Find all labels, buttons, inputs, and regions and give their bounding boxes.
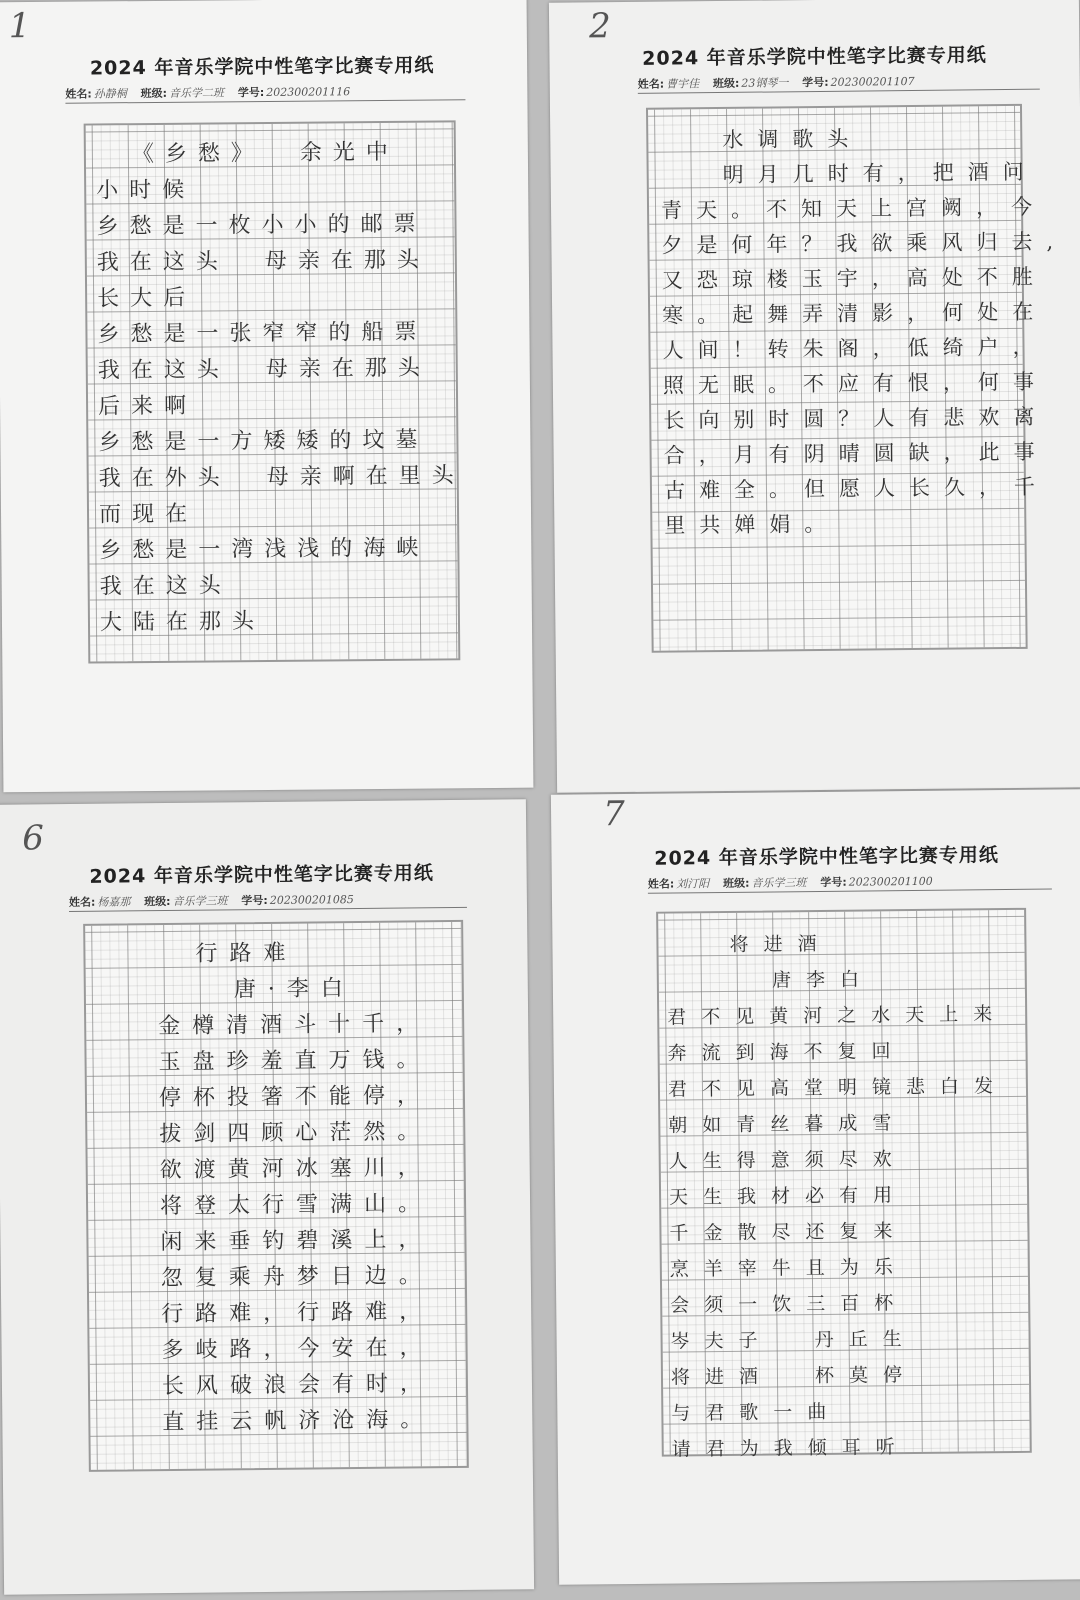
text-line: 行路难 [157,940,298,968]
handwritten-text [660,120,1068,544]
competition-sheet-1 [0,0,533,792]
id-value: 202300201116 [266,85,351,99]
text-line: 我在外头 母亲啊在里头 [98,463,465,492]
text-line: 乡愁是一方矮矮的坟墓 [98,427,429,456]
id-value: 202300201085 [269,893,354,907]
writing-grid [656,908,1032,1461]
text-line: 奔流到海不复回 [667,1040,906,1065]
id-value: 202300201100 [848,874,933,889]
text-line: 我在这头 母亲在那头 [96,247,430,276]
text-line: 君不见黄河之水天上来 [667,1003,1008,1029]
text-line: 大陆在那头 [99,609,266,636]
page-number: 2 [588,6,611,47]
sheet-title: 2024 年音乐学院中性笔字比赛专用纸 [642,44,987,70]
text-line: 人生得意须尽欢 [668,1148,907,1173]
name-label: 姓名: [65,87,92,101]
text-line: 将进酒 杯莫停 [670,1363,918,1389]
competition-sheet-6 [0,799,534,1595]
competition-sheet-7 [551,789,1080,1585]
id-label: 学号: [802,75,829,90]
student-info-line [648,872,1052,894]
text-line: 停杯投箸不能停， [158,1083,432,1112]
class-label: 班级: [712,76,740,91]
id-label: 学号: [241,893,268,908]
name-value: 曹宇佳 [666,77,700,91]
text-line: 烹羊宰牛且为乐 [669,1256,908,1281]
text-line: 乡愁是一张窄窄的船票 [97,319,428,348]
text-line: 青天。不知天上宫阙，今 [660,194,1047,223]
student-info-line [69,890,467,912]
text-line: 明月几时有，把酒问 [660,159,1038,188]
id-label: 学号: [820,875,847,889]
page-number: 6 [22,818,45,859]
text-line: 将登太行雪满山。 [159,1191,433,1220]
text-line: 千金散尽还复来 [669,1220,908,1245]
name-value: 杨嘉那 [97,895,131,909]
text-line: 《乡愁》 余光中 [95,139,399,168]
text-line: 金樽清酒斗十千， [158,1011,431,1040]
text-line: 唐·李白 [157,976,355,1004]
writing-grid [646,104,1068,653]
writing-grid [83,920,469,1472]
sheet-title: 2024 年音乐学院中性笔字比赛专用纸 [89,54,435,80]
text-line: 乡愁是一湾浅浅的海峡 [99,535,430,564]
text-line: 照无眠。不应有恨，何事 [662,369,1048,398]
class-value: 音乐学三班 [172,894,228,908]
writing-grid [84,120,465,663]
class-value: 音乐学二班 [168,86,225,100]
text-line: 请君为我倾耳听 [671,1436,910,1461]
text-line: 会须一饮三百杯 [670,1292,909,1317]
text-line: 我在这头 [99,573,232,600]
text-line: 将进酒 [666,932,832,957]
text-line: 寒。起舞弄清影，何处在 [662,299,1048,328]
class-value: 23钢琴一 [741,76,789,90]
text-line: 玉盘珍羞直万钱。 [158,1047,431,1076]
text-line: 又恐琼楼玉宇，高处不胜 [661,264,1047,293]
text-line: 后来啊 [97,393,198,420]
text-line: 拔剑四顾心茫然。 [159,1119,432,1148]
student-info-line [638,72,1040,94]
text-line: 乡愁是一枚小小的邮票 [96,211,427,240]
text-line: 闲来垂钓碧溪上， [160,1227,433,1256]
name-label: 姓名: [637,77,665,91]
text-line: 唐李白 [666,968,875,993]
text-line: 小时候 [96,177,196,204]
text-line: 而现在 [98,501,199,528]
name-value: 孙静桐 [93,87,127,101]
text-line: 古难全。但愿人长久，千 [663,474,1050,503]
name-label: 姓名: [68,895,96,910]
text-line: 夕是何年？我欲乘风归去, [661,229,1068,258]
text-line: 朝如青丝暮成雪 [668,1112,907,1137]
text-line: 我在这头 母亲在那头 [97,355,431,384]
student-info-line [65,82,465,103]
text-line: 直挂云帆济沧海。 [162,1407,435,1436]
sheet-title: 2024 年音乐学院中性笔字比赛专用纸 [89,862,434,888]
text-line: 行路难，行路难， [161,1299,434,1328]
class-value: 音乐学三班 [751,876,807,890]
text-line: 君不见高堂明镜悲白发 [667,1075,1009,1101]
class-label: 班级: [144,894,171,909]
text-line: 合，月有阴晴圆缺，此事 [663,439,1049,468]
text-line: 水调歌头 [660,126,863,153]
id-label: 学号: [237,85,265,100]
class-label: 班级: [722,876,750,890]
handwritten-text [157,934,462,1441]
handwritten-text [95,134,465,641]
name-value: 刘汀阳 [676,877,710,891]
text-line: 人间！转朱阁，低绮户， [662,334,1048,363]
text-line: 长向别时圆？人有悲欢离 [663,404,1049,433]
page-number: 7 [602,794,625,835]
text-line: 与君歌一曲 [671,1400,842,1425]
handwritten-text [666,924,1026,1468]
text-line: 多岐路，今安在， [161,1335,434,1364]
text-line: 欲渡黄河冰塞川， [159,1155,432,1184]
text-line: 长大后 [97,285,197,312]
competition-sheet-2 [549,0,1080,793]
text-line: 忽复乘舟梦日边。 [160,1263,433,1292]
sheet-title: 2024 年音乐学院中性笔字比赛专用纸 [654,844,999,870]
text-line: 岑夫子 丹丘生 [670,1327,917,1353]
text-line: 天生我材必有用 [668,1184,908,1209]
page-number: 1 [8,6,31,47]
id-value: 202300201107 [830,74,915,89]
text-line: 里共婵娟。 [664,511,840,538]
name-label: 姓名: [647,877,675,891]
class-label: 班级: [140,86,168,101]
text-line: 长风破浪会有时， [161,1371,435,1400]
